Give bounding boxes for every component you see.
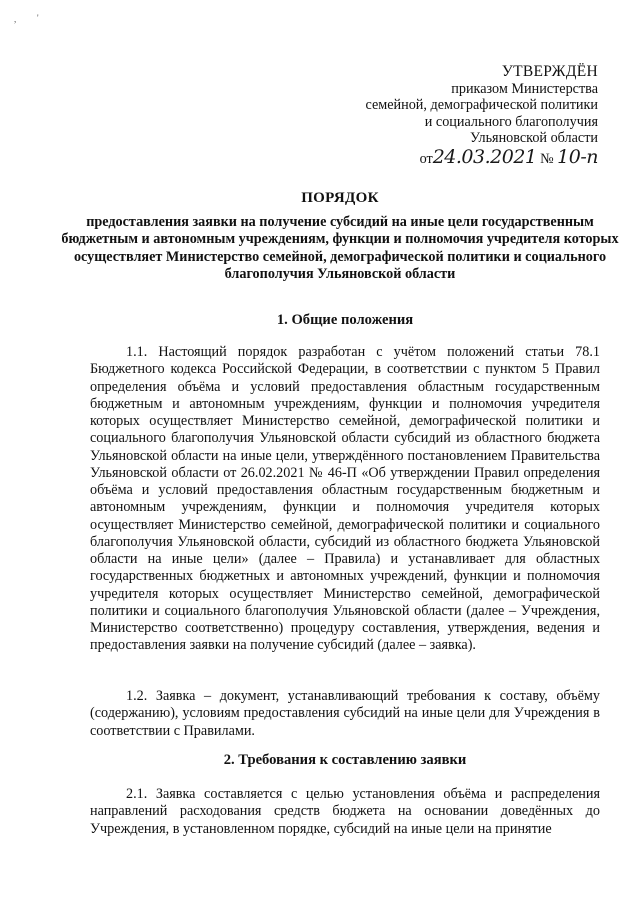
document-title: ПОРЯДОК: [301, 190, 379, 206]
paragraph-1-1: 1.1. Настоящий порядок разработан с учётом положений статьи 78.1 Бюджетного кодекса Российской Федерации, в соответствии с пунктом 5 Правил определения объёма и условий предоставления областным государственным бюджетным и автономным учреждениям, функции и полномочия учредителя которых осуществляет Министерство семейной, демографической политики и социального благополучия Ульяновской области субсидий из областного бюджета Ульяновской области на иные цели, утверждённого постановлением Правительства Ульяновской области от 26.02.2021 № 46-П «Об утверждении Правил определения объёма и условий предоставления областным государственным бюджетным и автономным учреждениям, функции и полномочия учредителя которых осуществляет Министерство семейной, демографической политики и социального благополучия Ульяновской области, субсидий из областного бюджета Ульяновской области на иные цели» (далее – Правила) и устанавливает для областных государственных бюджетных и автономных учреждений, функции и полномочия учредителя которых осуществляет Министерство семейной, демографической политики и социального благополучия Ульяновской области (далее – Учреждения, Министерство соответственно) процедуру составления, утверждения, ведения и предоставления заявки на получение субсидий (далее – заявка).: [90, 344, 600, 654]
handwritten-number: 10-п: [557, 145, 598, 168]
paragraph-1-2: 1.2. Заявка – документ, устанавливающий требования к составу, объёму (содержанию), условиям предоставления субсидий на иные цели для Учреждения в соответствии с Правилами.: [90, 688, 600, 739]
date-prefix: от: [419, 150, 433, 167]
approval-stamp: [365, 64, 598, 175]
section-2-title: 2. Требования к составлению заявки: [223, 752, 467, 768]
number-prefix: №: [540, 150, 554, 167]
approval-line: семейной, демографической политики: [365, 97, 598, 114]
handwritten-date: 24.03.2021: [432, 145, 537, 168]
approval-line: приказом Министерства: [451, 80, 598, 97]
document-heading: [60, 190, 620, 284]
section-1-title: 1. Общие положения: [276, 312, 414, 328]
approval-line: и социального благополучия: [424, 113, 598, 130]
approval-title: УТВЕРЖДЁН: [501, 63, 598, 80]
paragraph-2-1: 2.1. Заявка составляется с целью установления объёма и распределения направлений расходования средств бюджета на основании доведённых до Учреждения, в установленном порядке, субсидий на иные цели на принятие: [90, 786, 600, 837]
scan-speck: ,: [14, 14, 17, 24]
approval-line: Ульяновской области: [470, 130, 598, 147]
approval-date-line: [365, 145, 598, 175]
scan-speck: ': [37, 13, 39, 23]
document-subtitle: предоставления заявки на получение субсидий на иные цели государственным бюджетным и автономным учреждениям, функции и полномочия учредителя которых осуществляет Министерство семейной, демографической политики и социального благополучия Ульяновской области: [61, 213, 619, 283]
